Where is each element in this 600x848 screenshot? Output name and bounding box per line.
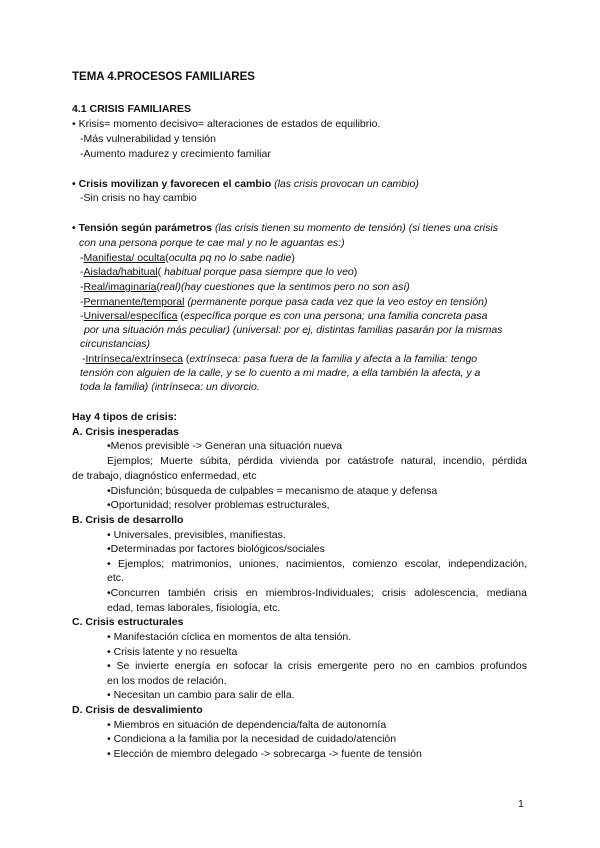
param-desc-cont: tensión con alguien de la calle, y se lo cuento a mi madre, a ella también la afecta, y a bbox=[80, 367, 481, 379]
param-term: Aislada/habitual bbox=[83, 266, 158, 278]
tension-line bbox=[72, 221, 498, 235]
list-item: -Más vulnerabilidad y tensión bbox=[80, 133, 216, 145]
paren: ( bbox=[185, 353, 190, 365]
param-desc-cont: toda la familia) (intrínseca: un divorcio. bbox=[80, 381, 260, 393]
crisis-a-heading: A. Crisis inesperadas bbox=[72, 426, 179, 438]
param-aislada: -Aislada/habitual( habitual porque pasa siempre que lo veo) bbox=[80, 266, 358, 278]
list-item: edad, temas laborales, fisiología, etc. bbox=[107, 602, 281, 614]
krisis-line: • Krisis= momento decisivo= alteraciones de estados de equilibrio. bbox=[72, 118, 381, 130]
param-desc-cont: circunstancias) bbox=[80, 338, 151, 350]
list-item: etc. bbox=[107, 572, 124, 584]
list-item: • Se invierte energía en sofocar la crisis emergente pero no en cambios profundos bbox=[107, 660, 527, 672]
list-item: • Condiciona a la familia por la necesidad de cuidado/atención bbox=[107, 733, 397, 745]
list-item: en los modos de relación. bbox=[107, 675, 227, 687]
param-desc: oculta pq no lo sabe nadie bbox=[168, 252, 292, 264]
list-item: •Determinadas por factores biológicos/sociales bbox=[107, 543, 325, 555]
param-manifiesta: -Manifiesta/ oculta(oculta pq no lo sabe nadie) bbox=[80, 252, 295, 264]
document-title: TEMA 4.PROCESOS FAMILIARES bbox=[72, 71, 255, 83]
list-item: • Elección de miembro delegado -> sobrecarga -> fuente de tensión bbox=[107, 748, 422, 760]
paren: ) bbox=[291, 252, 295, 264]
list-item: • Necesitan un cambio para salir de ella. bbox=[107, 689, 295, 701]
param-desc: (permanente porque pasa cada vez que la veo estoy en tensión) bbox=[187, 296, 488, 308]
list-item: -Sin crisis no hay cambio bbox=[80, 192, 197, 204]
crisis-c-heading: C. Crisis estructurales bbox=[72, 616, 184, 628]
paren: ( bbox=[156, 281, 160, 293]
param-term: Manifiesta/ oculta bbox=[83, 252, 166, 264]
crisis-b-heading: B. Crisis de desarrollo bbox=[72, 514, 184, 526]
param-real: -Real/imaginaria(real)(hay cuestiones que la sentimos pero no son así) bbox=[80, 281, 410, 293]
cambio-note: (las crisis provocan un cambio) bbox=[274, 178, 419, 190]
tipos-heading: Hay 4 tipos de crisis: bbox=[72, 411, 178, 423]
tension-note: (las crisis tienen su momento de tensión) (si tienes una crisis bbox=[214, 222, 498, 234]
param-term: Permanente/temporal bbox=[83, 296, 185, 308]
list-item: Ejemplos; Muerte súbita, pérdida vivienda por catástrofe natural, incendio, pérdida bbox=[107, 455, 527, 467]
param-term: Universal/específica bbox=[83, 310, 178, 322]
section-heading: 4.1 CRISIS FAMILIARES bbox=[72, 103, 192, 115]
tension-note-cont: con una persona porque te cae mal y no le aguantas es:) bbox=[79, 237, 345, 249]
list-item: • Miembros en situación de dependencia/falta de autonomía bbox=[107, 719, 387, 731]
list-item: •Concurren también crisis en miembros-Individuales; crisis adolescencia, mediana bbox=[107, 587, 527, 599]
paren: ) bbox=[353, 266, 358, 278]
param-desc: específica porque es con una persona; una familia concreta pasa bbox=[183, 310, 488, 322]
list-item: -Aumento madurez y crecimiento familiar bbox=[80, 148, 271, 160]
param-desc: extrínseca: pasa fuera de la familia y afecta a la familia: tengo bbox=[189, 353, 478, 365]
param-universal: -Universal/específica (específica porque es con una persona; una familia concreta pasa bbox=[80, 310, 488, 322]
param-desc-cont: por una situación más peculiar) (universal: por ej, distintas familias pasarán por la mismas bbox=[84, 324, 503, 336]
param-term: Real/imaginaria bbox=[83, 281, 157, 293]
paren: ( bbox=[180, 310, 184, 322]
cambio-bold: • Crisis movilizan y favorecen el cambio bbox=[72, 178, 272, 190]
list-item: • Universales, previsibles, manifiestas. bbox=[107, 529, 286, 541]
tension-bold: • Tensión según parámetros bbox=[72, 222, 213, 234]
list-item: • Crisis latente y no resuelta bbox=[107, 646, 238, 658]
paren: ( bbox=[157, 266, 162, 278]
param-desc: real)(hay cuestiones que la sentimos pero no son así) bbox=[159, 281, 410, 293]
param-intrinseca: -Intrínseca/extrínseca (extrínseca: pasa fuera de la familia y afecta a la familia: tengo bbox=[82, 353, 478, 365]
param-permanente: -Permanente/temporal (permanente porque pasa cada vez que la veo estoy en tensión) bbox=[80, 296, 488, 308]
list-item: •Disfunción; búsqueda de culpables = mecanismo de ataque y defensa bbox=[107, 485, 438, 497]
list-item: • Manifestación cíclica en momentos de alta tensión. bbox=[107, 631, 352, 643]
list-item: • Ejemplos; matrimonios, uniones, nacimientos, comienzo escolar, independización, bbox=[107, 558, 527, 570]
param-term: Intrínseca/extrínseca bbox=[85, 353, 183, 365]
param-desc: habitual porque pasa siempre que lo veo bbox=[164, 266, 354, 278]
list-item: •Menos previsible -> Generan una situación nueva bbox=[107, 440, 343, 452]
list-item: •Oportunidad; resolver problemas estructurales, bbox=[107, 499, 330, 511]
cambio-line bbox=[72, 177, 419, 191]
list-item: de trabajo, diagnóstico enfermedad, etc bbox=[72, 470, 257, 482]
crisis-d-heading: D. Crisis de desvalimiento bbox=[72, 704, 203, 716]
paren: ( bbox=[165, 252, 169, 264]
page-number: 1 bbox=[518, 798, 524, 810]
